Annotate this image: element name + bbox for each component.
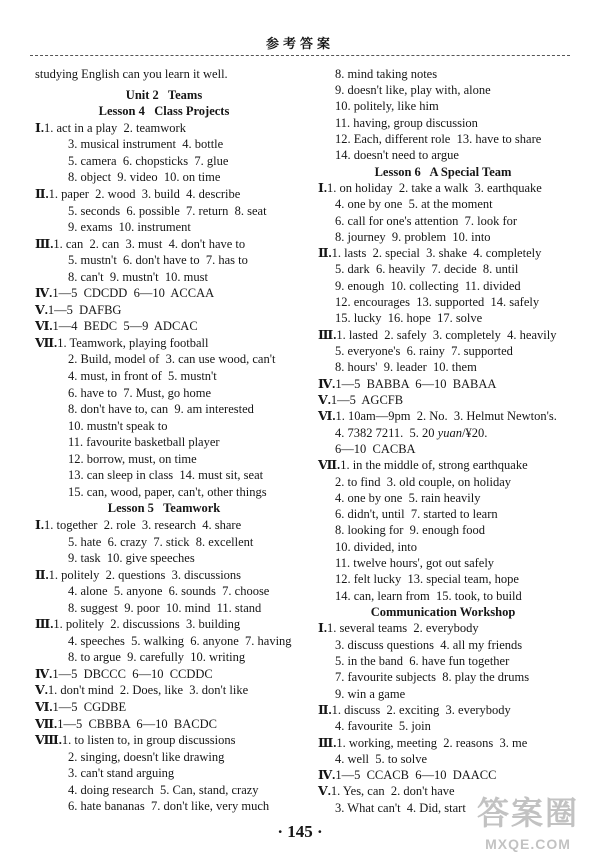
question-row	[35, 567, 293, 584]
answer-line: 9. exams 10. instrument	[68, 220, 191, 235]
lesson-heading: Lesson 5 Teamwork	[107, 501, 221, 516]
answer-text: 1. can 2. can 3. must 4. don't have to	[53, 236, 246, 251]
answer-line: 4. doing research 5. Can, stand, crazy	[68, 782, 259, 797]
answer-line: studying English can you learn it well.	[35, 66, 228, 81]
question-number: Ⅲ.	[35, 617, 54, 632]
question-row	[35, 302, 293, 319]
answer-line: 2. to find 3. old couple, on holiday	[335, 474, 512, 489]
question-number: Ⅴ.	[318, 392, 331, 407]
question-number: Ⅶ.	[318, 458, 341, 473]
question-number: Ⅳ.	[35, 286, 53, 301]
answer-line: 2. singing, doesn't like drawing	[68, 749, 225, 764]
left-column	[35, 66, 293, 815]
question-number: Ⅰ.	[35, 517, 44, 532]
lesson-heading: Lesson 6 A Special Team	[374, 164, 512, 179]
answer-line: 12. encourages 13. supported 14. safely	[335, 295, 540, 310]
answer-line: 12. borrow, must, on time	[68, 451, 197, 466]
answer-text: 1—5 AGCFB	[330, 392, 404, 407]
answer-text: 1—5 CGDBE	[52, 699, 127, 714]
question-number: Ⅳ.	[318, 768, 336, 783]
page-number: · 145 ·	[277, 822, 323, 841]
answer-line: 2. Build, model of 3. can use wood, can't	[68, 352, 276, 367]
answer-line: 8. hours' 9. leader 10. them	[335, 360, 477, 375]
answer-line: 13. can sleep in class 14. must sit, seat	[68, 468, 264, 483]
answer-line: 7. favourite subjects 8. play the drums	[335, 670, 530, 685]
answer-line: 3. What can't 4. Did, start	[335, 800, 466, 815]
watermark-site: MXQE.COM	[485, 836, 571, 852]
answer-text: 1. don't mind 2. Does, like 3. don't like	[47, 683, 249, 698]
answer-line: 11. favourite basketball player	[68, 435, 220, 450]
answer-line: 15. can, wood, paper, can't, other things	[68, 484, 267, 499]
answer-line: 5. camera 6. chopsticks 7. glue	[68, 153, 229, 168]
answer-line: 6. call for one's attention 7. look for	[335, 213, 518, 228]
answer-line: 10. divided, into	[335, 539, 417, 554]
answer-line: 5. dark 6. heavily 7. decide 8. until	[335, 262, 519, 277]
question-number: Ⅱ.	[35, 567, 49, 582]
answer-line: 11. having, group discussion	[335, 115, 478, 130]
answer-line: 12. felt lucky 13. special team, hope	[335, 572, 519, 587]
answer-line: 3. musical instrument 4. bottle	[68, 137, 224, 152]
question-row	[35, 318, 293, 335]
answer-line: 8. looking for 9. enough food	[335, 523, 485, 538]
header-divider	[30, 55, 570, 56]
page-header-title: 参考答案	[265, 37, 334, 52]
currency-unit: yuan	[437, 425, 462, 440]
question-row	[35, 517, 293, 534]
answer-line: 9. task 10. give speeches	[68, 551, 195, 566]
answer-text: 1. on holiday 2. take a walk 3. earthquake	[326, 180, 542, 195]
question-number: Ⅲ.	[318, 735, 337, 750]
answer-line: 9. enough 10. collecting 11. divided	[335, 278, 521, 293]
answer-line: 14. doesn't need to argue	[335, 148, 459, 163]
question-row	[318, 180, 568, 196]
question-row	[35, 120, 293, 137]
question-number: Ⅰ.	[318, 180, 327, 195]
answer-text: 1—5 DBCCC 6—10 CCDDC	[52, 666, 213, 681]
question-row	[318, 392, 568, 408]
answer-text: 1—4 BEDC 5—9 ADCAC	[52, 319, 198, 334]
question-number: Ⅴ.	[35, 683, 48, 698]
question-row	[35, 236, 293, 253]
answer-text: 1. to listen to, in group discussions	[61, 733, 236, 748]
answer-text: 1. Teamwork, playing football	[57, 335, 209, 350]
answer-text: 1—5 CCACB 6—10 DAACC	[335, 768, 497, 783]
answer-text: 1. discuss 2. exciting 3. everybody	[331, 702, 511, 717]
question-row	[318, 457, 568, 473]
question-row	[318, 767, 568, 783]
answer-line: 5. hate 6. crazy 7. stick 8. excellent	[68, 534, 254, 549]
answer-line: 5. mustn't 6. don't have to 7. has to	[68, 253, 248, 268]
question-row	[318, 376, 568, 392]
question-row	[318, 327, 568, 343]
answer-text: 1. in the middle of, strong earthquake	[340, 458, 528, 473]
question-number: Ⅵ.	[318, 409, 336, 424]
answer-line: 5. in the band 6. have fun together	[335, 653, 510, 668]
answer-line	[318, 425, 568, 441]
question-number: Ⅱ.	[318, 702, 332, 717]
answer-text: 1. act in a play 2. teamwork	[43, 120, 186, 135]
question-row	[35, 682, 293, 699]
answer-line: 8. mind taking notes	[335, 66, 438, 81]
page-header	[0, 33, 600, 52]
question-row	[35, 666, 293, 683]
question-row	[35, 716, 293, 733]
question-row	[318, 702, 568, 718]
answer-text: 1. lasted 2. safely 3. completely 4. heavily	[336, 327, 557, 342]
answer-line: 4. favourite 5. join	[335, 719, 431, 734]
answer-text: 1. together 2. role 3. research 4. share	[43, 517, 242, 532]
answer-text: 1—5 CBBBA 6—10 BACDC	[57, 716, 217, 731]
question-number: Ⅴ.	[35, 302, 48, 317]
answer-text: 1. politely 2. questions 3. discussions	[48, 567, 242, 582]
answer-line: 8. object 9. video 10. on time	[68, 170, 221, 185]
lesson-heading: Lesson 4 Class Projects	[98, 104, 230, 119]
question-row	[35, 699, 293, 716]
answer-text: 1. several teams 2. everybody	[326, 621, 479, 636]
answer-line: 3. can't stand arguing	[68, 766, 175, 781]
answer-line: 15. lucky 16. hope 17. solve	[335, 311, 483, 326]
answer-line: 5. everyone's 6. rainy 7. supported	[335, 344, 513, 358]
question-row	[35, 285, 293, 302]
question-number: Ⅷ.	[35, 733, 62, 748]
answer-line: 6. didn't, until 7. started to learn	[335, 507, 498, 522]
answer-line: 4. one by one 5. at the moment	[335, 197, 493, 212]
question-row	[35, 335, 293, 352]
answer-line: 8. suggest 9. poor 10. mind 11. stand	[68, 600, 262, 615]
question-number: Ⅲ.	[318, 327, 337, 342]
question-number: Ⅳ.	[35, 666, 53, 681]
answer-text: 1. politely 2. discussions 3. building	[53, 617, 241, 632]
answer-line: 4. speeches 5. walking 6. anyone 7. having	[68, 633, 292, 648]
question-number: Ⅶ.	[35, 335, 58, 350]
question-number: Ⅰ.	[318, 621, 327, 636]
question-number: Ⅱ.	[318, 246, 332, 261]
answer-line: 8. can't 9. mustn't 10. must	[68, 269, 208, 284]
answer-text: /¥20.	[461, 425, 488, 440]
answer-line: 12. Each, different role 13. have to share	[335, 131, 542, 146]
answer-text: 1. Yes, can 2. don't have	[330, 784, 455, 799]
question-number: Ⅴ.	[318, 784, 331, 799]
answer-line: 8. to argue 9. carefully 10. writing	[68, 650, 246, 665]
answer-line: 4. must, in front of 5. mustn't	[68, 369, 217, 384]
question-number: Ⅵ.	[35, 699, 53, 714]
answer-line: 8. journey 9. problem 10. into	[335, 229, 491, 244]
question-row	[318, 620, 568, 636]
answer-line: 10. mustn't speak to	[68, 418, 168, 433]
question-row	[318, 245, 568, 261]
unit-heading: Unit 2 Teams	[125, 87, 203, 102]
question-number: Ⅳ.	[318, 376, 336, 391]
question-row	[318, 408, 568, 424]
watermark-logo: 答案圈	[476, 794, 579, 832]
question-row	[35, 616, 293, 633]
answer-line: 6. have to 7. Must, go home	[68, 385, 212, 400]
answer-text: 1—5 BABBA 6—10 BABAA	[335, 376, 497, 391]
question-number: Ⅵ.	[35, 319, 53, 334]
question-number: Ⅰ.	[35, 120, 44, 135]
question-row	[35, 186, 293, 203]
answer-line: 3. discuss questions 4. all my friends	[335, 637, 523, 652]
question-number: Ⅶ.	[35, 716, 58, 731]
answer-line: 5. seconds 6. possible 7. return 8. seat	[68, 203, 267, 218]
answer-text: 1. lasts 2. special 3. shake 4. completely	[331, 246, 542, 261]
answer-line: 10. politely, like him	[335, 99, 439, 114]
question-row	[318, 735, 568, 751]
answer-text: 4. 7382 7211. 5. 20	[335, 425, 438, 440]
answer-text: 1. 10am—9pm 2. No. 3. Helmut Newton's.	[335, 409, 557, 424]
question-number: Ⅱ.	[35, 187, 49, 202]
answer-text: 1—5 CDCDD 6—10 ACCAA	[52, 286, 215, 301]
answer-line: 4. one by one 5. rain heavily	[335, 490, 481, 505]
answer-line: 14. can, learn from 15. took, to build	[335, 588, 522, 603]
answer-text: 1. paper 2. wood 3. build 4. describe	[48, 187, 241, 202]
question-row	[35, 732, 293, 749]
answer-line: 11. twelve hours', got out safely	[335, 556, 495, 571]
answer-line: 6—10 CACBA	[335, 441, 416, 456]
answer-text: 1—5 DAFBG	[47, 302, 122, 317]
answer-line: 4. well 5. to solve	[335, 751, 428, 766]
answer-line: 9. win a game	[335, 686, 406, 701]
right-column	[318, 66, 568, 816]
lesson-heading: Communication Workshop	[370, 605, 516, 619]
question-number: Ⅲ.	[35, 236, 54, 251]
answer-line: 9. doesn't like, play with, alone	[335, 83, 491, 97]
question-row	[318, 783, 568, 799]
answer-line: 8. don't have to, can 9. am interested	[68, 402, 254, 417]
answer-text: 1. working, meeting 2. reasons 3. me	[336, 735, 528, 750]
answer-line: 6. hate bananas 7. don't like, very much	[68, 799, 270, 814]
answer-line: 4. alone 5. anyone 6. sounds 7. choose	[68, 584, 270, 599]
